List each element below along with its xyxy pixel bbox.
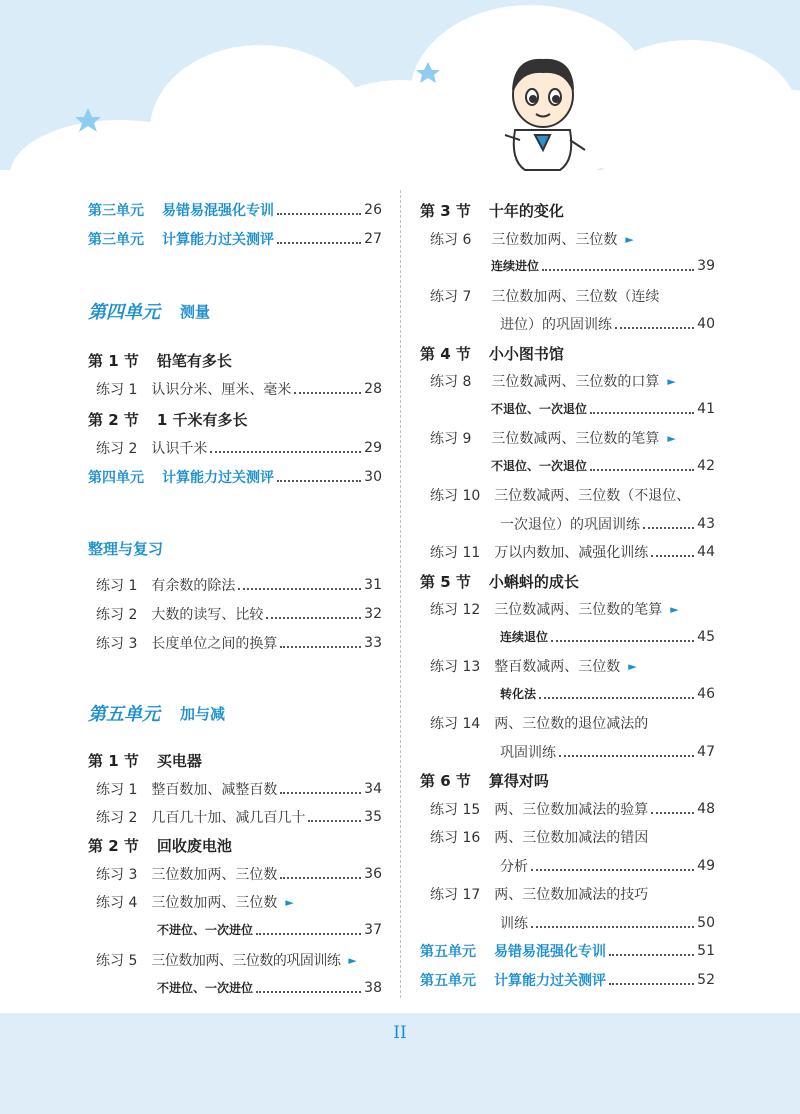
toc-entry-u5-test[interactable] bbox=[420, 970, 715, 990]
page-number: II bbox=[393, 1023, 407, 1043]
arrow-right-icon: ► bbox=[348, 953, 357, 967]
entry-title: 长度单位之间的换算 bbox=[151, 636, 278, 652]
entry-page: 40 bbox=[697, 316, 715, 332]
toc-entry-ex6[interactable] bbox=[430, 229, 634, 249]
entry-title: 两、三位数加减法的技巧 bbox=[494, 887, 649, 903]
entry-label: 练习 17 bbox=[430, 887, 481, 903]
entry-label: 练习 16 bbox=[430, 830, 481, 846]
entry-label: 练习 14 bbox=[430, 716, 481, 732]
leader-dots bbox=[615, 327, 694, 329]
entry-label: 练习 3 bbox=[96, 636, 138, 652]
toc-entry-ex12[interactable] bbox=[430, 599, 679, 619]
entry-title: 易错易混强化专训 bbox=[162, 203, 274, 219]
toc-entry-review-3[interactable] bbox=[96, 633, 382, 653]
entry-label: 练习 11 bbox=[430, 545, 481, 561]
entry-page: 50 bbox=[697, 915, 715, 931]
toc-entry-ex10-cont[interactable] bbox=[500, 514, 715, 534]
section-u5-s1[interactable] bbox=[88, 750, 202, 771]
entry-page: 51 bbox=[697, 943, 715, 959]
leader-dots bbox=[651, 555, 694, 557]
toc-entry-ex11[interactable] bbox=[430, 542, 715, 562]
entry-subtitle: 不进位、一次进位 bbox=[157, 923, 254, 937]
entry-page: 48 bbox=[697, 801, 715, 817]
entry-title: 计算能力过关测评 bbox=[162, 232, 274, 248]
entry-title: 三位数减两、三位数（不退位、 bbox=[494, 488, 691, 504]
entry-label: 练习 2 bbox=[96, 810, 138, 826]
leader-dots bbox=[266, 617, 361, 619]
entry-title: 三位数减两、三位数的笔算 bbox=[491, 431, 660, 447]
entry-title: 三位数减两、三位数的笔算 bbox=[494, 602, 663, 618]
entry-page: 46 bbox=[697, 685, 715, 702]
unit-subtitle: 加与减 bbox=[180, 704, 226, 723]
entry-title: 计算能力过关测评 bbox=[494, 973, 606, 989]
section-title: 铅笔有多长 bbox=[156, 352, 232, 370]
column-divider bbox=[400, 190, 401, 998]
entry-page: 29 bbox=[364, 440, 382, 456]
leader-dots bbox=[531, 926, 694, 928]
section-u4-s2[interactable] bbox=[88, 409, 248, 430]
leader-dots bbox=[277, 480, 361, 482]
leader-dots bbox=[539, 697, 694, 699]
arrow-right-icon: ► bbox=[670, 602, 679, 616]
unit4-heading bbox=[88, 298, 210, 324]
entry-title: 三位数减两、三位数的口算 bbox=[491, 374, 660, 390]
entry-title-continued: 一次退位）的巩固训练 bbox=[500, 517, 640, 533]
toc-entry-ex5[interactable] bbox=[96, 950, 357, 970]
entry-title-continued: 巩固训练 bbox=[500, 745, 556, 761]
toc-entry-ex1[interactable] bbox=[96, 379, 382, 399]
leader-dots bbox=[256, 933, 361, 935]
toc-entry-ex3[interactable] bbox=[96, 864, 382, 884]
entry-title-continued: 分析 bbox=[500, 859, 528, 875]
entry-subtitle: 连续退位 bbox=[500, 630, 549, 644]
section-title: 算得对吗 bbox=[488, 772, 549, 790]
section-u5-s2[interactable] bbox=[88, 835, 232, 856]
section-title: 买电器 bbox=[156, 752, 202, 770]
leader-dots bbox=[609, 954, 694, 956]
section-title: 1 千米有多长 bbox=[156, 411, 248, 429]
toc-entry-u5-ex2[interactable] bbox=[96, 807, 382, 827]
entry-page: 35 bbox=[364, 809, 382, 825]
section-label: 第 1 节 bbox=[88, 752, 139, 770]
entry-label: 第五单元 bbox=[420, 944, 476, 960]
entry-title: 整百数减两、三位数 bbox=[494, 659, 621, 675]
leader-dots bbox=[280, 877, 361, 879]
leader-dots bbox=[542, 269, 694, 271]
entry-title: 三位数加两、三位数（连续 bbox=[491, 289, 660, 305]
entry-page: 43 bbox=[697, 516, 715, 532]
unit-title: 第四单元 bbox=[88, 302, 160, 323]
entry-title: 三位数加两、三位数 bbox=[151, 867, 278, 883]
toc-entry-u5-training[interactable] bbox=[420, 941, 715, 961]
section-label: 第 6 节 bbox=[420, 772, 471, 790]
entry-page: 27 bbox=[364, 231, 382, 247]
entry-title-continued: 进位）的巩固训练 bbox=[500, 317, 612, 333]
toc-entry-ex9[interactable] bbox=[430, 428, 676, 448]
entry-title: 认识分米、厘米、毫米 bbox=[151, 382, 292, 398]
toc-entry-review-1[interactable] bbox=[96, 575, 382, 595]
leader-dots bbox=[651, 812, 694, 814]
unit5-heading bbox=[88, 700, 225, 726]
entry-label: 练习 1 bbox=[96, 578, 138, 594]
arrow-right-icon: ► bbox=[285, 895, 294, 909]
sky-clouds-illustration bbox=[0, 0, 800, 200]
entry-label: 练习 6 bbox=[430, 232, 472, 248]
leader-dots bbox=[238, 588, 361, 590]
leader-dots bbox=[277, 213, 361, 215]
section-title: 回收废电池 bbox=[156, 837, 232, 855]
toc-entry-ex17[interactable] bbox=[430, 884, 648, 904]
entry-label: 练习 1 bbox=[96, 382, 138, 398]
toc-entry-ex16-cont[interactable] bbox=[500, 856, 715, 876]
toc-entry-u5-ex1[interactable] bbox=[96, 779, 382, 799]
entry-label: 练习 2 bbox=[96, 441, 138, 457]
entry-title: 大数的读写、比较 bbox=[151, 607, 264, 623]
section-s5[interactable] bbox=[420, 571, 579, 592]
toc-entry-ex14-cont[interactable] bbox=[500, 742, 715, 762]
entry-page: 52 bbox=[697, 972, 715, 988]
entry-title: 几百几十加、减几百几十 bbox=[151, 810, 306, 826]
entry-page: 28 bbox=[364, 381, 382, 397]
leader-dots bbox=[280, 646, 361, 648]
section-title: 小小图书馆 bbox=[488, 345, 564, 363]
entry-title: 万以内数加、减强化训练 bbox=[494, 545, 649, 561]
section-title: 小蝌蚪的成长 bbox=[488, 573, 579, 591]
section-label: 第 3 节 bbox=[420, 202, 471, 220]
toc-entry-ex10[interactable] bbox=[430, 485, 690, 505]
toc-entry-ex5-sub[interactable] bbox=[157, 979, 382, 996]
header-banner bbox=[0, 0, 800, 200]
entry-title: 认识千米 bbox=[151, 441, 208, 457]
entry-page: 41 bbox=[697, 400, 715, 417]
leader-dots bbox=[308, 820, 361, 822]
entry-page: 42 bbox=[697, 457, 715, 474]
section-label: 第 5 节 bbox=[420, 573, 471, 591]
entry-page: 31 bbox=[364, 577, 382, 593]
section-u4-s1[interactable] bbox=[88, 350, 232, 371]
entry-label: 练习 1 bbox=[96, 782, 138, 798]
entry-page: 26 bbox=[364, 202, 382, 218]
toc-entry-ex14[interactable] bbox=[430, 713, 648, 733]
section-label: 第 4 节 bbox=[420, 345, 471, 363]
leader-dots bbox=[294, 392, 361, 394]
entry-label: 第五单元 bbox=[420, 973, 476, 989]
leader-dots bbox=[256, 991, 361, 993]
entry-title: 三位数加两、三位数的巩固训练 bbox=[151, 953, 341, 969]
entry-subtitle: 不退位、一次退位 bbox=[491, 402, 588, 416]
unit-title: 第五单元 bbox=[88, 704, 160, 725]
entry-subtitle: 不进位、一次进位 bbox=[157, 981, 254, 995]
leader-dots bbox=[551, 640, 694, 642]
toc-entry-ex7[interactable] bbox=[430, 286, 659, 306]
entry-title: 两、三位数的退位减法的 bbox=[494, 716, 649, 732]
toc-entry-ex8[interactable] bbox=[430, 371, 676, 391]
section-label: 第 2 节 bbox=[88, 411, 139, 429]
leader-dots bbox=[277, 242, 361, 244]
toc-entry-review-2[interactable] bbox=[96, 604, 382, 624]
entry-title: 三位数加两、三位数 bbox=[151, 895, 278, 911]
leader-dots bbox=[559, 755, 694, 757]
entry-page: 36 bbox=[364, 866, 382, 882]
entry-label: 练习 3 bbox=[96, 867, 138, 883]
leader-dots bbox=[280, 792, 361, 794]
leader-dots bbox=[210, 451, 361, 453]
section-s3[interactable] bbox=[420, 200, 564, 221]
toc-entry-ex8-sub[interactable] bbox=[491, 400, 715, 417]
section-s4[interactable] bbox=[420, 343, 564, 364]
toc-entry-ex17-cont[interactable] bbox=[500, 913, 715, 933]
entry-subtitle: 连续进位 bbox=[491, 259, 540, 273]
leader-dots bbox=[643, 527, 694, 529]
entry-title: 两、三位数加减法的验算 bbox=[494, 802, 649, 818]
entry-title: 整百数加、减整百数 bbox=[151, 782, 278, 798]
toc-entry-u3-test[interactable] bbox=[88, 229, 382, 249]
toc-entry-ex4[interactable] bbox=[96, 892, 294, 912]
toc-entry-ex15[interactable] bbox=[430, 799, 715, 819]
entry-page: 34 bbox=[364, 781, 382, 797]
toc-entry-u3-training[interactable] bbox=[88, 200, 382, 220]
page-footer bbox=[0, 1013, 800, 1114]
arrow-right-icon: ► bbox=[667, 374, 676, 388]
arrow-right-icon: ► bbox=[667, 431, 676, 445]
entry-title: 两、三位数加减法的错因 bbox=[494, 830, 649, 846]
entry-label: 练习 10 bbox=[430, 488, 481, 504]
entry-title: 易错易混强化专训 bbox=[494, 944, 606, 960]
toc-entry-ex7-cont[interactable] bbox=[500, 314, 715, 334]
leader-dots bbox=[590, 412, 694, 414]
entry-label: 第三单元 bbox=[88, 232, 144, 248]
entry-subtitle: 转化法 bbox=[500, 687, 537, 701]
toc-entry-ex9-sub[interactable] bbox=[491, 457, 715, 474]
entry-label: 第三单元 bbox=[88, 203, 144, 219]
leader-dots bbox=[531, 869, 694, 871]
entry-label: 练习 12 bbox=[430, 602, 481, 618]
unit-subtitle: 测量 bbox=[180, 302, 211, 321]
toc-entry-ex4-sub[interactable] bbox=[157, 921, 382, 938]
entry-page: 47 bbox=[697, 744, 715, 760]
entry-label: 练习 7 bbox=[430, 289, 472, 305]
toc-entry-ex16[interactable] bbox=[430, 827, 648, 847]
entry-title: 三位数加两、三位数 bbox=[491, 232, 618, 248]
entry-page: 37 bbox=[364, 921, 382, 938]
entry-title-continued: 训练 bbox=[500, 916, 528, 932]
entry-label: 练习 13 bbox=[430, 659, 481, 675]
entry-page: 39 bbox=[697, 257, 715, 274]
leader-dots bbox=[609, 983, 694, 985]
section-title: 十年的变化 bbox=[488, 202, 564, 220]
entry-label: 练习 4 bbox=[96, 895, 138, 911]
entry-page: 45 bbox=[697, 628, 715, 645]
toc-entry-ex2[interactable] bbox=[96, 438, 382, 458]
entry-page: 30 bbox=[364, 469, 382, 485]
arrow-right-icon: ► bbox=[628, 659, 637, 673]
toc-entry-u4-test[interactable] bbox=[88, 467, 382, 487]
entry-label: 练习 8 bbox=[430, 374, 472, 390]
entry-page: 38 bbox=[364, 979, 382, 996]
section-label: 第 2 节 bbox=[88, 837, 139, 855]
entry-title: 有余数的除法 bbox=[151, 578, 236, 594]
section-label: 第 1 节 bbox=[88, 352, 139, 370]
toc-entry-ex13[interactable] bbox=[430, 656, 637, 676]
entry-label: 练习 15 bbox=[430, 802, 481, 818]
entry-page: 49 bbox=[697, 858, 715, 874]
entry-page: 32 bbox=[364, 606, 382, 622]
review-heading: 整理与复习 bbox=[88, 540, 164, 558]
toc-entry-ex12-sub[interactable] bbox=[500, 628, 715, 645]
arrow-right-icon: ► bbox=[625, 232, 634, 246]
entry-label: 第四单元 bbox=[88, 470, 144, 486]
toc-entry-ex6-sub[interactable] bbox=[491, 257, 715, 274]
entry-page: 33 bbox=[364, 635, 382, 651]
toc-entry-ex13-sub[interactable] bbox=[500, 685, 715, 702]
entry-page: 44 bbox=[697, 544, 715, 560]
entry-label: 练习 5 bbox=[96, 953, 138, 969]
entry-label: 练习 9 bbox=[430, 431, 472, 447]
entry-label: 练习 2 bbox=[96, 607, 138, 623]
entry-title: 计算能力过关测评 bbox=[162, 470, 274, 486]
leader-dots bbox=[590, 469, 694, 471]
section-s6[interactable] bbox=[420, 770, 549, 791]
entry-subtitle: 不退位、一次退位 bbox=[491, 459, 588, 473]
